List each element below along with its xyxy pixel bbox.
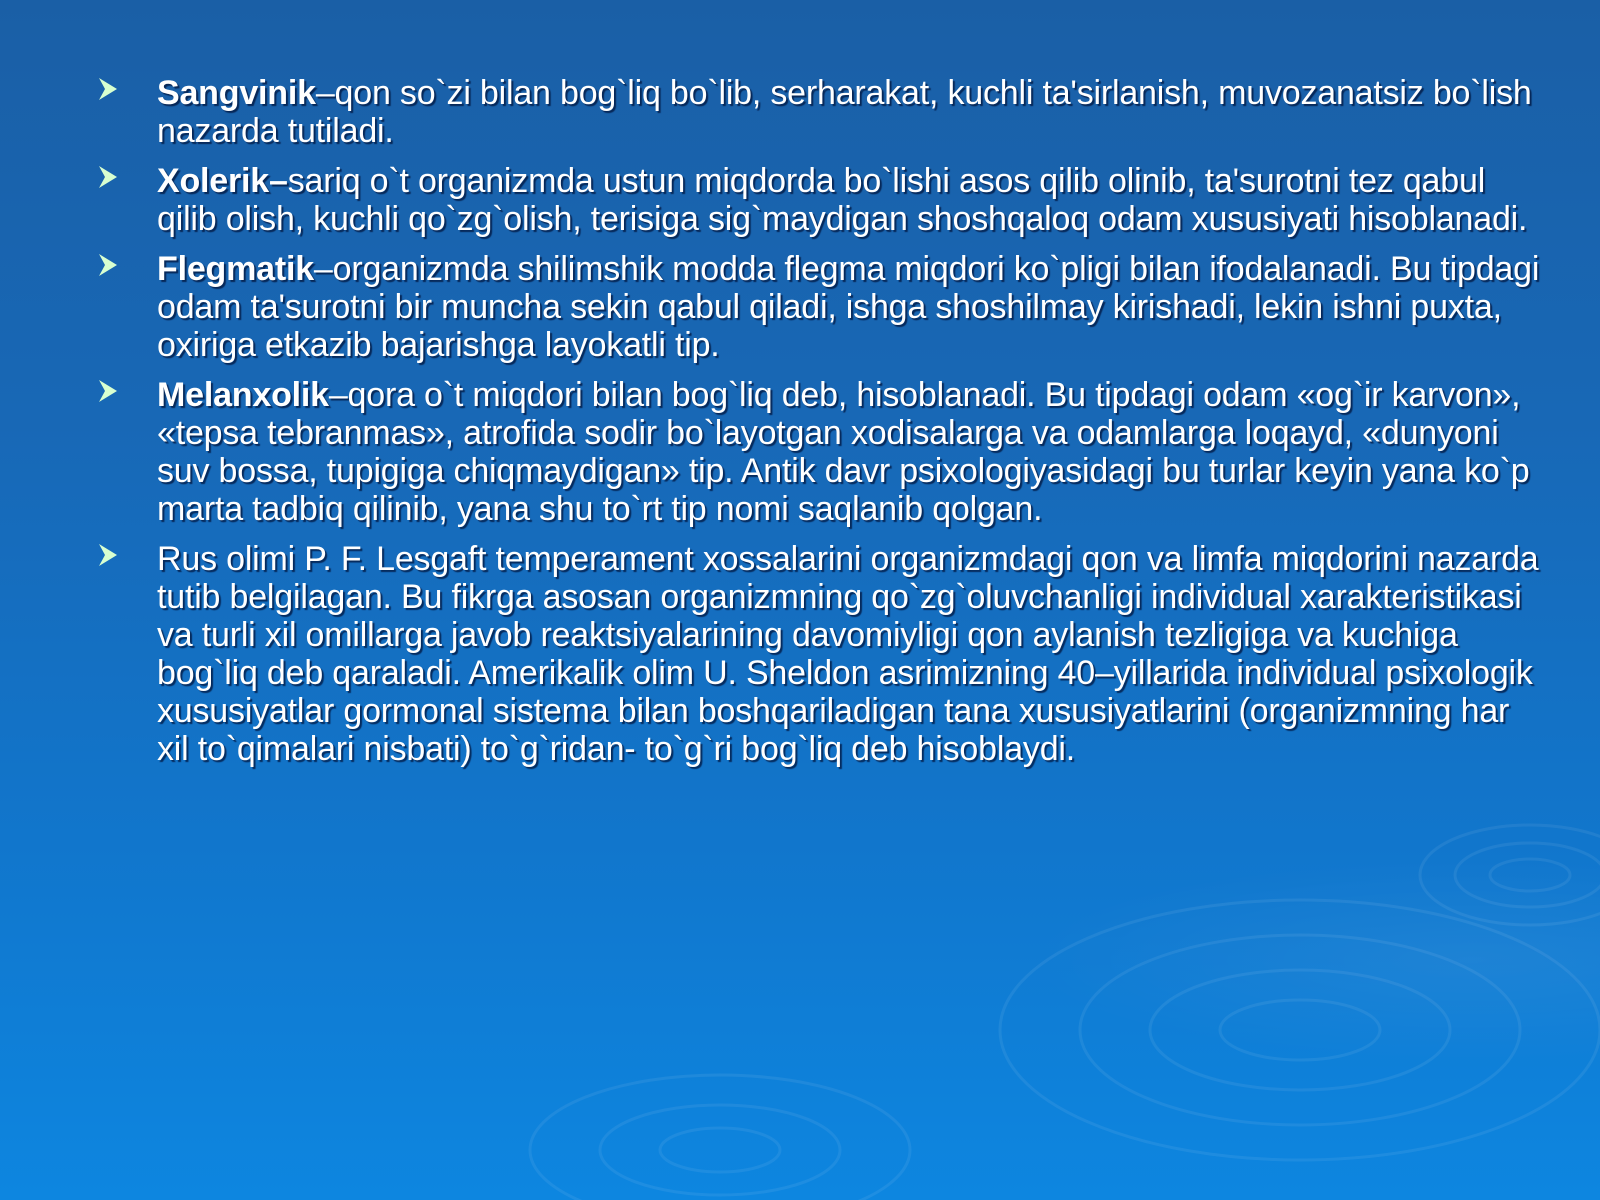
term-label: Melanxolik bbox=[157, 376, 329, 414]
bullet-text: –qora o`t miqdori bilan bog`liq deb, hisoblanadi. Bu tipdagi odam «og`ir karvon», «tepsa tebranmas», atrofida sodir bo`layotgan xodisalarga va odamlarga loqayd, «dunyoni suv bossa, tupigiga chiqmaydigan» tip. Antik davr psixologiyasidagi bu turlar keyin yana ko`p marta tadbiq qilinib, yana shu to`rt tip nomi saqlanib qolgan. bbox=[157, 376, 1530, 528]
arrowhead-bullet-icon bbox=[99, 254, 117, 276]
term-label: Sangvinik bbox=[157, 74, 316, 112]
arrowhead-bullet-icon bbox=[99, 78, 117, 100]
bullet-text: Rus olimi P. F. Lesgaft temperament xossalarini organizmdagi qon va limfa miqdorini nazarda tutib belgilagan. Bu fikrga asosan organizmning qo`zg`oluvchanligi individual xarakteristikasi va turli xil omillarga javob reaktsiyalarining davomiyligi qon aylanish tezligiga va kuchiga bog`liq deb qaraladi. Amerikalik olim U. Sheldon asrimizning 40–yillarida individual psixologik xususiyatlar gormonal sistema bilan boshqariladigan tana xususiyatlarini (organizmning har xil to`qimalari nisbati) to`g`ridan- to`g`ri bog`liq deb hisoblaydi. bbox=[157, 540, 1539, 768]
slide-content bbox=[95, 74, 1545, 780]
arrowhead-bullet-icon bbox=[99, 166, 117, 188]
term-label: Xolerik– bbox=[157, 162, 288, 200]
bullet-text: –organizmda shilimshik modda flegma miqdori ko`pligi bilan ifodalanadi. Bu tipdagi odam ta'surotni bir muncha sekin qabul qiladi, ishga shoshilmay kirishadi, lekin ishni puxta, oxiriga etkazib bajarishga layokatli tip. bbox=[157, 250, 1540, 364]
bullet-item-xolerik bbox=[95, 162, 1545, 238]
bullet-text: sariq o`t organizmda ustun miqdorda bo`lishi asos qilib olinib, ta'surotni tez qabul qilib olish, kuchli qo`zg`olish, terisiga sig`maydigan shoshqaloq odam xususiyati hisoblanadi. bbox=[157, 162, 1528, 238]
bullet-text: –qon so`zi bilan bog`liq bo`lib, serharakat, kuchli ta'sirlanish, muvozanatsiz bo`lish nazarda tutiladi. bbox=[157, 74, 1532, 150]
term-label: Flegmatik bbox=[157, 250, 314, 288]
bullet-item-lesgaft bbox=[95, 540, 1545, 768]
bullet-list bbox=[95, 74, 1545, 768]
arrowhead-bullet-icon bbox=[99, 544, 117, 566]
bullet-item-melanxolik bbox=[95, 376, 1545, 528]
bullet-item-sangvinik bbox=[95, 74, 1545, 150]
arrowhead-bullet-icon bbox=[99, 380, 117, 402]
bullet-item-flegmatik bbox=[95, 250, 1545, 364]
